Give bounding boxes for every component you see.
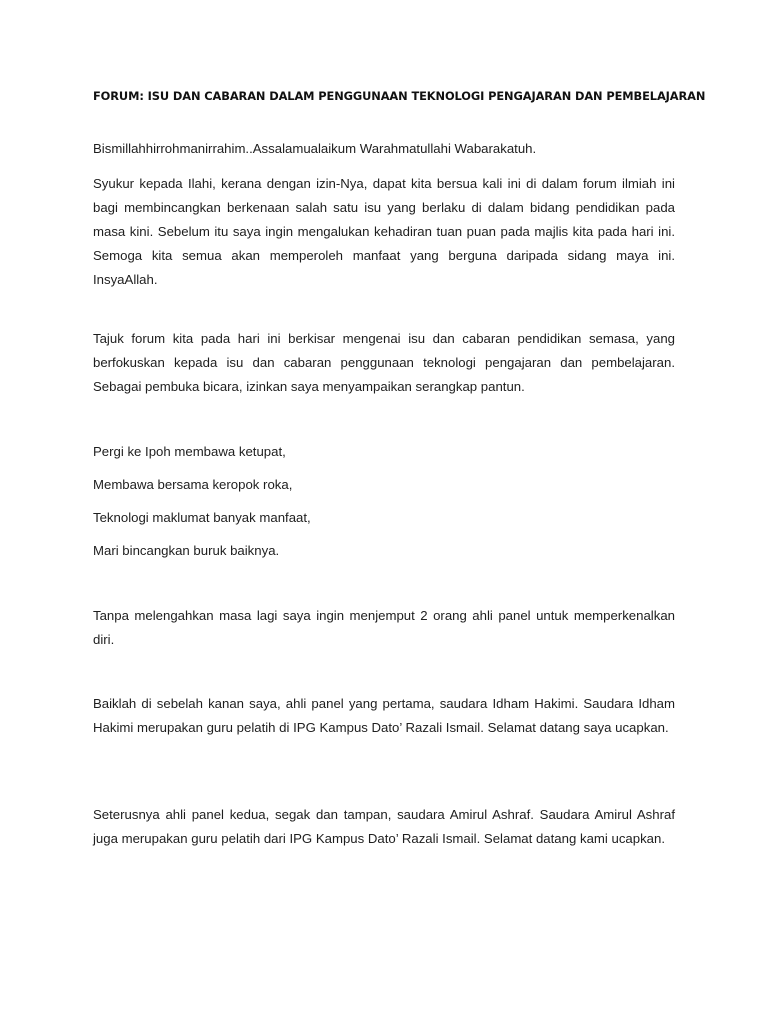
pantun-line-1: Pergi ke Ipoh membawa ketupat,: [93, 444, 286, 459]
document-title: FORUM: ISU DAN CABARAN DALAM PENGGUNAAN TEKNOLOGI PENGAJARAN DAN PEMBELAJARAN: [93, 89, 706, 103]
paragraph-panel-two: Seterusnya ahli panel kedua, segak dan tampan, saudara Amirul Ashraf. Saudara Amirul Ashraf juga merupakan guru pelatih dari IPG Kampus Dato’ Razali Ismail. Selamat datang kami ucapkan.: [93, 807, 675, 846]
pantun-line-3: Teknologi maklumat banyak manfaat,: [93, 510, 311, 525]
greeting: Bismillahhirrohmanirrahim..Assalamualaikum Warahmatullahi Wabarakatuh.: [93, 141, 537, 156]
pantun-line-2: Membawa bersama keropok roka,: [93, 477, 293, 492]
document-page: [93, 0, 706, 1024]
paragraph-invite-panel: Tanpa melengahkan masa lagi saya ingin menjemput 2 orang ahli panel untuk memperkenalkan diri.: [93, 608, 675, 647]
paragraph-panel-one: Baiklah di sebelah kanan saya, ahli panel yang pertama, saudara Idham Hakimi. Saudara Idham Hakimi merupakan guru pelatih di IPG Kampus Dato’ Razali Ismail. Selamat datang saya ucapkan.: [93, 696, 675, 735]
paragraph-topic: Tajuk forum kita pada hari ini berkisar mengenai isu dan cabaran pendidikan semasa, yang berfokuskan kepada isu dan cabaran penggunaan teknologi pengajaran dan pembelajaran. Sebagai pembuka bicara, izinkan saya menyampaikan serangkap pantun.: [93, 331, 675, 394]
paragraph-opening: Syukur kepada Ilahi, kerana dengan izin-Nya, dapat kita bersua kali ini di dalam forum ilmiah ini bagi membincangkan berkenaan salah satu isu yang berlaku di dalam bidang pendidikan pada masa kini. Sebelum itu saya ingin mengalukan kehadiran tuan puan pada majlis kita pada hari ini. Semoga kita semua akan memperoleh manfaat yang berguna daripada sidang maya ini. InsyaAllah.: [93, 176, 675, 287]
pantun-line-4: Mari bincangkan buruk baiknya.: [93, 543, 280, 558]
